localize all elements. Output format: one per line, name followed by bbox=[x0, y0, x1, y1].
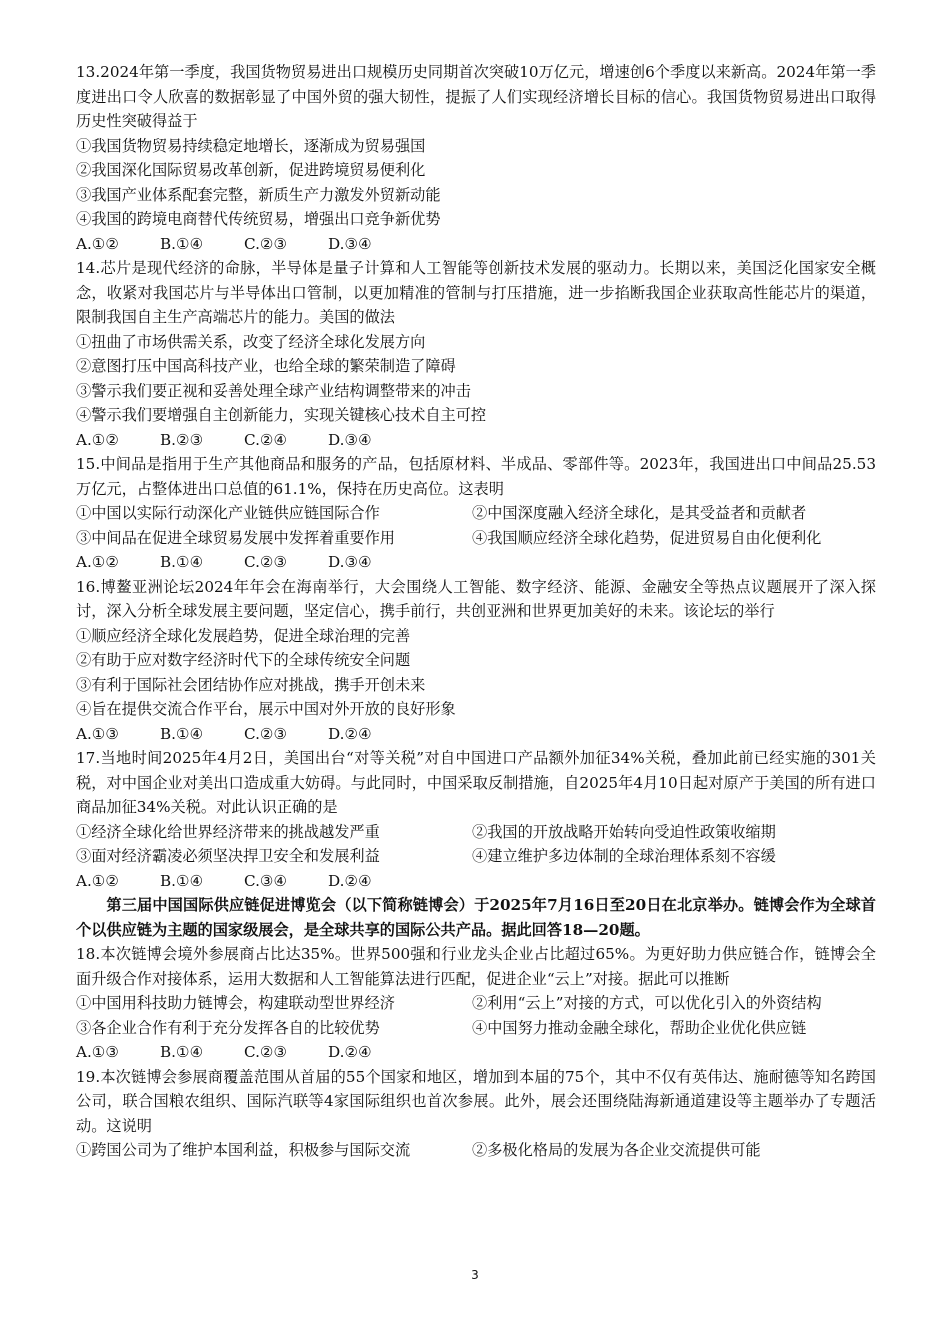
option-3: ③中间品在促进全球贸易发展中发挥着重要作用 bbox=[76, 528, 395, 547]
choice-c: C.②④ bbox=[244, 430, 288, 449]
option-1: ①中国用科技助力链博会，构建联动型世界经济 bbox=[76, 994, 395, 1012]
option-4: ④我国顺应经济全球化趋势，促进贸易自由化便利化 bbox=[472, 528, 822, 547]
material-passage: 第三届中国国际供应链促进博览会（以下简称链博会）于2025年7月16日至20日在北京举办。链博会作为全球首个以供应链为主题的国家级展会，是全球共享的国际公共产品。据此回答18—20题。 bbox=[76, 896, 876, 939]
answer-choices bbox=[76, 722, 876, 747]
exam-page bbox=[76, 60, 876, 1163]
choice-c: C.②③ bbox=[244, 234, 288, 253]
choice-c: C.②③ bbox=[244, 553, 288, 571]
option-3: ③我国产业体系配套完整，新质生产力激发外贸新动能 bbox=[76, 185, 441, 204]
option-1: ①经济全球化给世界经济带来的挑战越发严重 bbox=[76, 822, 380, 841]
choice-c: C.②③ bbox=[244, 1043, 288, 1061]
choice-b: B.①④ bbox=[160, 234, 204, 253]
choice-c: C.③④ bbox=[244, 871, 288, 890]
question-17 bbox=[76, 746, 876, 893]
question-stem: 13.2024年第一季度，我国货物贸易进出口规模历史同期首次突破10万亿元，增速创6个季度以来新高。2024年第一季度进出口令人欣喜的数据彰显了中国外贸的强大韧性，提振了人们实现经济增长目标的信心。我国货物贸易进出口取得历史性突破得益于 bbox=[76, 63, 876, 130]
option-4: ④中国努力推动金融全球化，帮助企业优化供应链 bbox=[472, 1018, 807, 1037]
choice-b: B.①④ bbox=[160, 871, 204, 890]
choice-a: A.①③ bbox=[76, 724, 120, 743]
option-1: ①中国以实际行动深化产业链供应链国际合作 bbox=[76, 504, 380, 522]
choice-d: D.②④ bbox=[328, 871, 372, 890]
option-2: ②我国的开放战略开始转向受迫性政策收缩期 bbox=[472, 822, 776, 841]
answer-choices bbox=[76, 550, 876, 575]
answer-choices bbox=[76, 232, 876, 257]
choice-a: A.①② bbox=[76, 553, 120, 571]
option-4: ④我国的跨境电商替代传统贸易，增强出口竞争新优势 bbox=[76, 210, 441, 228]
option-1: ①顺应经济全球化发展趋势，促进全球治理的完善 bbox=[76, 626, 411, 645]
option-row bbox=[76, 991, 876, 1016]
choice-a: A.①② bbox=[76, 234, 120, 253]
choice-d: D.②④ bbox=[328, 1043, 372, 1061]
choice-d: D.③④ bbox=[328, 430, 372, 449]
question-stem: 15.中间品是指用于生产其他商品和服务的产品，包括原材料、半成品、零部件等。2023年，我国进出口中间品25.53万亿元，占整体进出口总值的61.1%，保持在历史高位。这表明 bbox=[76, 455, 876, 498]
option-1: ①我国货物贸易持续稳定地增长，逐渐成为贸易强国 bbox=[76, 136, 426, 155]
option-4: ④警示我们要增强自主创新能力，实现关键核心技术自主可控 bbox=[76, 406, 487, 424]
choice-b: B.①④ bbox=[160, 553, 204, 571]
question-14 bbox=[76, 256, 876, 452]
question-stem: 17.当地时间2025年4月2日，美国出台“对等关税”对自中国进口产品额外加征34%关税，叠加此前已经实施的301关税，对中国企业对美出口造成重大妨碍。与此同时，中国采取反制措施，自2025年4月10日起对原产于美国的所有进口商品加征34%关税。对此认识正确的是 bbox=[76, 749, 876, 816]
option-2: ②中国深度融入经济全球化，是其受益者和贡献者 bbox=[472, 504, 807, 522]
option-row bbox=[76, 1016, 876, 1041]
question-16 bbox=[76, 575, 876, 747]
option-1: ①扭曲了市场供需关系，改变了经济全球化发展方向 bbox=[76, 332, 426, 351]
option-4: ④建立维护多边体制的全球治理体系刻不容缓 bbox=[472, 847, 776, 865]
option-3: ③面对经济霸凌必须坚决捍卫安全和发展利益 bbox=[76, 847, 380, 865]
option-2: ②利用“云上”对接的方式，可以优化引入的外资结构 bbox=[472, 994, 822, 1012]
option-3: ③各企业合作有利于充分发挥各自的比较优势 bbox=[76, 1018, 380, 1037]
question-stem: 16.博鳌亚洲论坛2024年年会在海南举行，大会围绕人工智能、数字经济、能源、金融安全等热点议题展开了深入探讨，深入分析全球发展主要问题，坚定信心，携手前行，共创亚洲和世界更加美好的未来。该论坛的举行 bbox=[76, 577, 876, 620]
option-1: ①跨国公司为了维护本国利益，积极参与国际交流 bbox=[76, 1141, 411, 1159]
choice-c: C.②③ bbox=[244, 724, 288, 743]
choice-b: B.②③ bbox=[160, 430, 204, 449]
option-2: ②多极化格局的发展为各企业交流提供可能 bbox=[472, 1141, 761, 1159]
choice-d: D.③④ bbox=[328, 234, 372, 253]
question-19 bbox=[76, 1065, 876, 1163]
page-number: 3 bbox=[471, 1268, 479, 1282]
option-row bbox=[76, 820, 876, 845]
option-2: ②有助于应对数字经济时代下的全球传统安全问题 bbox=[76, 651, 411, 669]
choice-a: A.①② bbox=[76, 430, 120, 449]
option-row bbox=[76, 526, 876, 551]
answer-choices bbox=[76, 1040, 876, 1065]
option-3: ③有利于国际社会团结协作应对挑战，携手开创未来 bbox=[76, 675, 426, 694]
choice-a: A.①③ bbox=[76, 1043, 120, 1061]
answer-choices bbox=[76, 428, 876, 453]
choice-d: D.②④ bbox=[328, 724, 372, 743]
choice-b: B.①④ bbox=[160, 724, 204, 743]
choice-a: A.①② bbox=[76, 871, 120, 890]
question-15 bbox=[76, 452, 876, 575]
choice-d: D.③④ bbox=[328, 553, 372, 571]
answer-choices bbox=[76, 869, 876, 894]
option-3: ③警示我们要正视和妥善处理全球产业结构调整带来的冲击 bbox=[76, 381, 471, 400]
option-row bbox=[76, 1138, 876, 1163]
choice-b: B.①④ bbox=[160, 1043, 204, 1061]
question-stem: 18.本次链博会境外参展商占比达35%。世界500强和行业龙头企业占比超过65%。为更好助力供应链合作，链博会全面升级合作对接体系，运用大数据和人工智能算法进行匹配，促进企业“云上”对接。据此可以推断 bbox=[76, 945, 876, 988]
question-18 bbox=[76, 942, 876, 1065]
question-stem: 19.本次链博会参展商覆盖范围从首届的55个国家和地区，增加到本届的75个，其中不仅有英伟达、施耐德等知名跨国公司，联合国粮农组织、国际汽联等4家国际组织也首次参展。此外，展会还围绕陆海新通道建设等主题举办了专题活动。这说明 bbox=[76, 1067, 876, 1135]
option-4: ④旨在提供交流合作平台，展示中国对外开放的良好形象 bbox=[76, 700, 456, 718]
question-13 bbox=[76, 60, 876, 256]
option-row bbox=[76, 844, 876, 869]
option-row bbox=[76, 501, 876, 526]
question-stem: 14.芯片是现代经济的命脉，半导体是量子计算和人工智能等创新技术发展的驱动力。长期以来，美国泛化国家安全概念，收紧对我国芯片与半导体出口管制，以更加精准的管制与打压措施，进一步掐断我国企业获取高性能芯片的渠道，限制我国自主生产高端芯片的能力。美国的做法 bbox=[76, 259, 876, 326]
option-2: ②意图打压中国高科技产业，也给全球的繁荣制造了障碍 bbox=[76, 357, 456, 375]
option-2: ②我国深化国际贸易改革创新，促进跨境贸易便利化 bbox=[76, 161, 426, 179]
